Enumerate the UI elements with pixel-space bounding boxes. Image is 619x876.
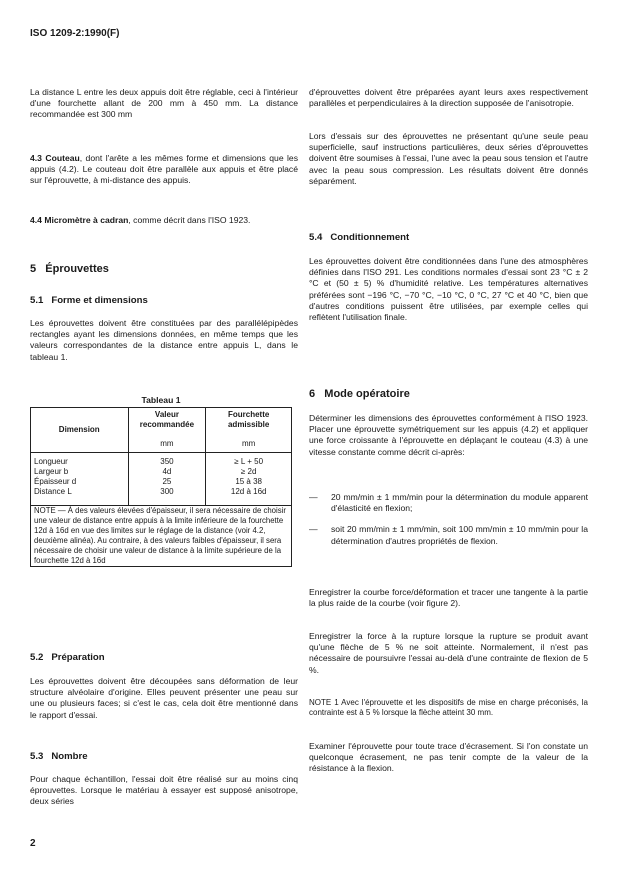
col-range-unit: mm: [242, 439, 256, 448]
table-note: NOTE — À des valeurs élevées d'épaisseur, il sera nécessaire de choisir une valeur de distance entre appuis à la limite inférieure de la fourchette 12d à 16d en vue des limites sur le réglage de la distance (voir 4.2, deuxième alinéa). Au contraire, à des valeurs faibles d'épaisseur, il sera nécessaire de choisir une valeur de distance à la limite supérieure de la fourchette 12d à 16d: [31, 506, 292, 567]
paragraph-rupture: Enregistrer la force à la rupture lorsque la rupture se produit avant qu'une flèche de 5 % ne soit atteinte. Normalement, il n'est pas nécessaire de poursuivre l'essai au-delà d'une contrainte de flexion de 5 %.: [309, 631, 588, 675]
table-cell-range: 12d à 16d: [206, 487, 292, 506]
table-cell-range: ≥ L + 50: [206, 453, 292, 468]
col-dimension-header: Dimension: [31, 408, 129, 453]
section-5-2-heading: 5.2 Préparation: [30, 652, 105, 663]
table-cell-range: 15 à 38: [206, 477, 292, 487]
table-cell-value: 25: [128, 477, 206, 487]
table-cell-dimension: Épaisseur d: [34, 477, 77, 486]
table-cell-value: 350: [128, 453, 206, 468]
paragraph-courbe: Enregistrer la courbe force/déformation et tracer une tangente à la partie la plus raide de la courbe (voir figure 2).: [309, 587, 588, 609]
paragraph-peau: Lors d'essais sur des éprouvettes ne présentant qu'une seule peau superficielle, sauf instructions particulières, deux séries d'éprouvettes doivent être soumises à l'essai, l'une avec la peau sous tension et l'autre avec la peau sous compression. Les résultats doivent être donnés séparément.: [309, 131, 588, 186]
table-row: [31, 453, 292, 468]
table-row: [31, 477, 292, 487]
section-5-3-text: Pour chaque échantillon, l'essai doit être réalisé sur au moins cinq éprouvettes. Lorsque le matériau à essayer est supposé anisotrope, deux séries: [30, 774, 298, 807]
section-4-3-text: , dont l'arête a les mêmes forme et dimensions que les appuis (4.2). Le couteau doit être parallèle aux appuis et être placé sur l'éprouvette, à mi-distance des appuis.: [30, 153, 298, 186]
table-cell-range: ≥ 2d: [206, 467, 292, 477]
section-4-3-title: Couteau: [45, 153, 80, 163]
section-4-3: [30, 153, 298, 187]
section-4-4-number: 4.4: [30, 215, 42, 225]
table-header-row: [31, 408, 292, 453]
table-cell-value: 4d: [128, 467, 206, 477]
col-value-header: [128, 408, 206, 453]
col-range-label: Fourchette admissible: [227, 410, 270, 429]
table-cell-dimension: Longueur: [34, 457, 68, 466]
col-value-unit: mm: [160, 439, 174, 448]
table-cell-dimension: Distance L: [34, 487, 72, 496]
section-5-4-heading: 5.4 Conditionnement: [309, 232, 410, 243]
section-5-2-text: Les éprouvettes doivent être découpées sans déformation de leur structure alvéolaire d'origine. Elles peuvent présenter une peau sur une ou plusieurs faces; si c'est le cas, cela doit être mentionné dans le rapport d'essai.: [30, 676, 298, 720]
list-item: — soit 20 mm/min ± 1 mm/min, soit 100 mm/min ± 10 mm/min pour la détermination d'autres propriétés de flexion.: [309, 524, 588, 546]
col-value-label: Valeur recommandée: [139, 410, 195, 429]
paragraph-distance: La distance L entre les deux appuis doit être réglable, ceci à l'intérieur d'une fourchette allant de 200 mm à 450 mm. La distance recommandée est 300 mm: [30, 87, 298, 120]
section-6-heading: 6 Mode opératoire: [309, 388, 410, 400]
table-cell-value: 300: [128, 487, 206, 506]
table-note-row: [31, 506, 292, 567]
section-5-3-heading: 5.3 Nombre: [30, 751, 88, 762]
section-4-4: [30, 215, 298, 226]
table-caption: Tableau 1: [141, 395, 181, 405]
section-4-4-text: , comme décrit dans l'ISO 1923.: [128, 215, 251, 225]
section-5-heading: 5 Éprouvettes: [30, 263, 109, 275]
section-6-intro: Déterminer les dimensions des éprouvettes conformément à l'ISO 1923. Placer une éprouvette symétriquement sur les appuis (4.2) et appliquer une force croissante à l'éprouvette en déplaçant le couteau (4.3) à une vitesse constante comme décrit ci-après:: [309, 413, 588, 457]
paragraph-examiner: Examiner l'éprouvette pour toute trace d'écrasement. Si l'on constate un quelconque écrasement, ne pas tenir compte de la valeur de la résistance à la flexion.: [309, 741, 588, 774]
section-5-4-text: Les éprouvettes doivent être conditionnées dans l'une des atmosphères définies dans l'ISO 291. Les conditions normales d'essai sont 23 °C ± 2 °C et (50 ± 5) % d'humidité relative. Les températures alternatives préférées sont −196 °C, −70 °C, −10 °C, 0 °C, 27 °C et 40 °C, bien que d'autres conditions puissent être utilisées, par exemple celles qui reflètent l'utilisation finale.: [309, 256, 588, 323]
col-range-header: [206, 408, 292, 453]
table-row: [31, 467, 292, 477]
section-4-4-title: Micromètre à cadran: [44, 215, 129, 225]
paragraph-continuation: d'éprouvettes doivent être préparées ayant leurs axes respectivement parallèles et perpendiculaires à la direction supposée de l'anisotropie.: [309, 87, 588, 109]
note-1: NOTE 1 Avec l'éprouvette et les dispositifs de mise en charge préconisés, la contrainte est à 5 % lorsque la flèche atteint 30 mm.: [309, 698, 588, 718]
page-number: 2: [30, 838, 36, 849]
list-item: — 20 mm/min ± 1 mm/min pour la détermination du module apparent d'élasticité en flexion;: [309, 492, 588, 514]
speed-list: [309, 492, 588, 547]
section-4-3-number: 4.3: [30, 153, 42, 163]
section-5-1-heading: 5.1 Forme et dimensions: [30, 295, 148, 306]
document-header: ISO 1209-2:1990(F): [30, 28, 120, 39]
table-1: [30, 407, 292, 567]
table-cell-dimension: Largeur b: [34, 467, 69, 476]
table-row: [31, 487, 292, 506]
section-5-1-text: Les éprouvettes doivent être constituées par des parallélépipèdes rectangles ayant les dimensions données, en même temps que les valeurs correspondantes de la distance entre appuis L, dans le tableau 1.: [30, 318, 298, 362]
